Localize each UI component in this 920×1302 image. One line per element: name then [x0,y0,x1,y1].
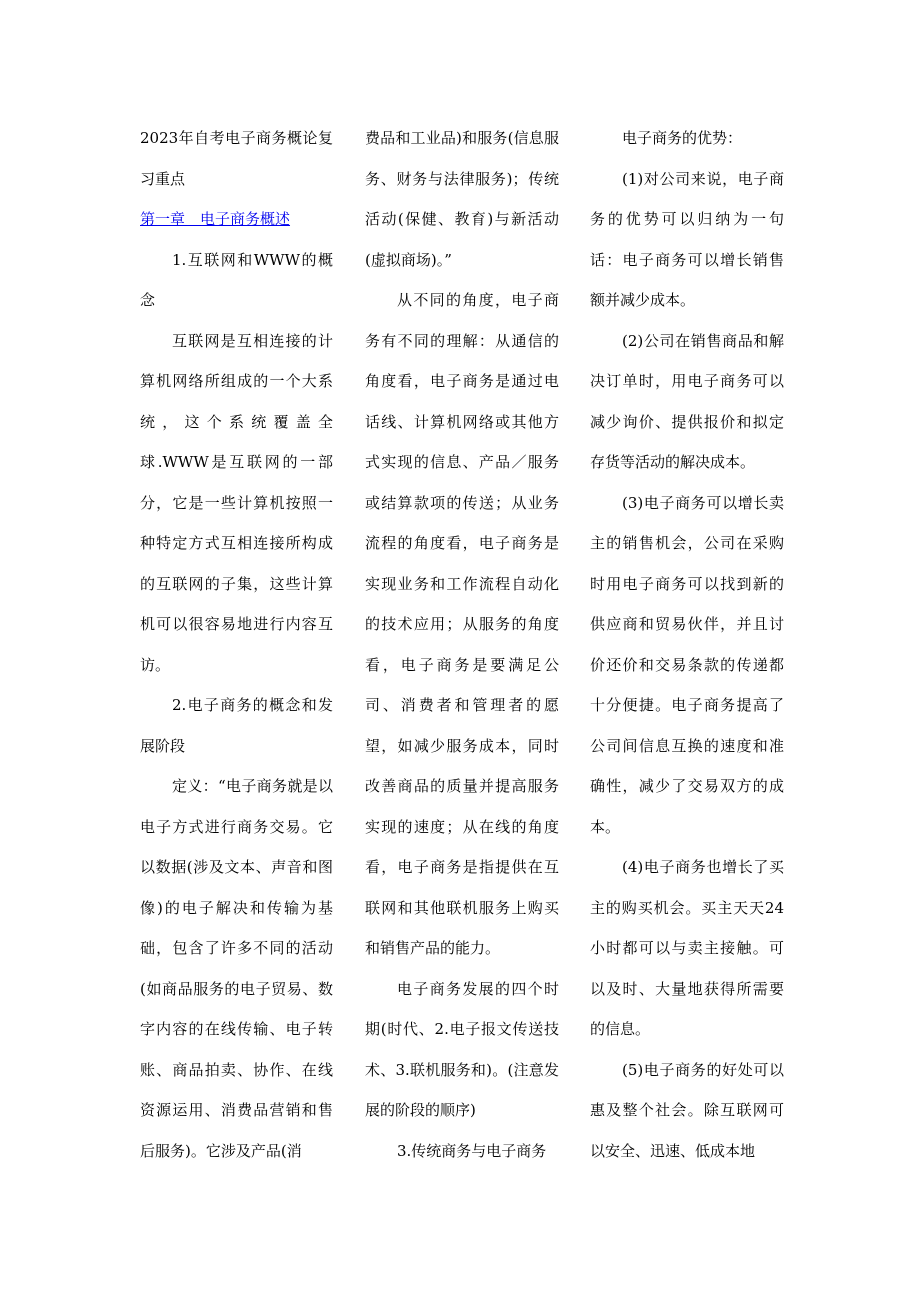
section-1-heading: 1.互联网和WWW的概念 [140,250,333,309]
section-1-body: 互联网是互相连接的计算机网络所组成的一个大系统，这个系统覆盖全球.WWW是互联网的一部分，它是一些计算机按照一种特定方式互相连接所构成的互联网的子集，这些计算机可以很容易地进行内容互访。 [140,331,333,674]
perspectives-paragraph: 从不同的角度，电子商务有不同的理解：从通信的角度看，电子商务是通过电话线、计算机网络或其他方式实现的信息、产品／服务或结算款项的传送；从业务流程的角度看，电子商务是实现业务和工作流程自动化的技术应用；从服务的角度看，电子商务是要满足公司、消费者和管理者的愿望，如减少服务成本，同时改善商品的质量并提高服务实现的速度；从在线的角度看，电子商务是指提供在互联网和其他联机服务上购买和销售产品的能力。 [365,291,559,957]
column-right [590,118,784,1171]
stages-paragraph: 电子商务发展的四个时期(时代、2.电子报文传送技术、3.联机服务和)。(注意发展的阶段的顺序) [365,979,559,1119]
definition-paragraph-continued: 费品和工业品)和服务(信息服务、财务与法律服务)；传统活动(保健、教育)与新活动(虚拟商场)。” [365,129,559,269]
advantage-item-4: (4)电子商务也增长了买主的购买机会。买主天天24小时都可以与卖主接触。可以及时、大量地获得所需要的信息。 [590,858,784,1038]
chapter-1-link[interactable]: 第一章 电子商务概述 [140,210,291,228]
column-left [140,118,333,1171]
advantage-item-1: (1)对公司来说，电子商务的优势可以归纳为一句话：电子商务可以增长销售额并减少成本。 [590,169,784,309]
advantage-item-2: (2)公司在销售商品和解决订单时，用电子商务可以减少询价、提供报价和拟定存货等活动的解决成本。 [590,331,784,471]
document-title: 2023年自考电子商务概论复习重点 [140,129,333,188]
section-2-heading: 2.电子商务的概念和发展阶段 [140,696,333,755]
column-middle [365,118,559,1171]
definition-paragraph: 定义：“电子商务就是以电子方式进行商务交易。它以数据(涉及文本、声音和图像)的电子解决和传输为基础，包含了许多不同的活动(如商品服务的电子贸易、数字内容的在线传输、电子转账、商品拍卖、协作、在线资源运用、消费品营销和售后服务)。它涉及产品(消 [140,777,333,1160]
advantages-heading: 电子商务的优势： [622,129,743,147]
advantage-item-3: (3)电子商务可以增长卖主的销售机会，公司在采购时用电子商务可以找到新的供应商和贸易伙伴，并且讨价还价和交易条款的传递都十分便捷。电子商务提高了公司间信息互换的速度和准确性，减少了交易双方的成本。 [590,493,784,836]
section-3-heading: 3.传统商务与电子商务 [397,1141,547,1160]
advantage-item-5: (5)电子商务的好处可以惠及整个社会。除互联网可以安全、迅速、低成本地 [590,1060,784,1160]
